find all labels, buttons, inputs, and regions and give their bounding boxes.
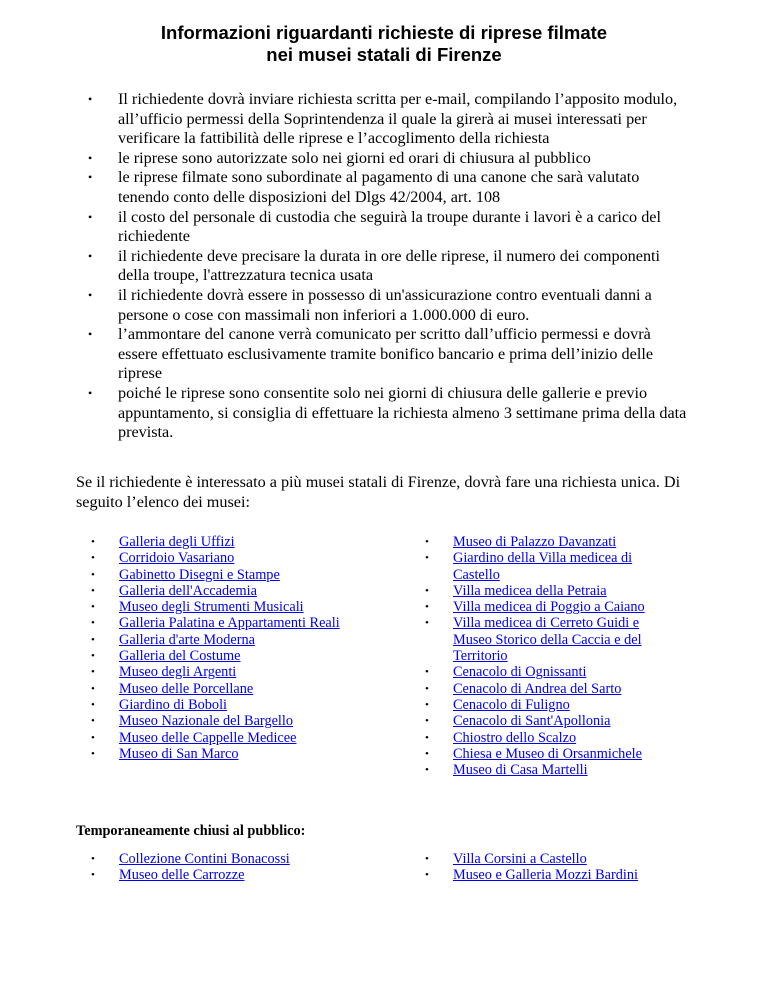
list-item (76, 867, 406, 883)
rule-text: le riprese filmate sono subordinate al pagamento di una canone che sarà valutato tenendo conto delle disposizioni del Dlgs 42/2004, art. 108 (118, 168, 640, 206)
closed-list-left (76, 851, 406, 884)
rule-text: il costo del personale di custodia che seguirà la troupe durante i lavori è a carico del richiedente (118, 207, 661, 246)
rule-item (0, 247, 688, 286)
bullet-icon: • (425, 666, 429, 679)
museum-link[interactable]: Museo delle Carrozze (119, 867, 245, 884)
bullet-icon: • (91, 731, 95, 744)
closed-heading: Temporaneamente chiusi al pubblico: (76, 823, 306, 839)
museum-link[interactable]: Museo degli Argenti (119, 664, 237, 681)
museum-link[interactable]: Museo di San Marco (119, 745, 239, 762)
rule-item (0, 325, 688, 384)
list-item (410, 713, 678, 729)
bullet-icon: • (91, 601, 95, 614)
bullet-icon: • (425, 715, 429, 728)
closed-list-right (410, 851, 710, 884)
list-item (410, 762, 678, 778)
museum-link[interactable]: Gabinetto Disegni e Stampe (119, 566, 280, 583)
page-title (0, 22, 768, 66)
bullet-icon: • (91, 715, 95, 728)
list-item (76, 746, 406, 762)
bullet-icon: • (91, 536, 95, 548)
rule-text: l’ammontare del canone verrà comunicato per scritto dall’ufficio permessi e dovrà essere effettuato esclusivamente tramite bonifico bancario e prima dell’inizio delle riprese (118, 325, 654, 383)
museum-link[interactable]: Collezione Contini Bonacossi (119, 851, 290, 867)
museum-list-right (410, 534, 680, 778)
bullet-icon: • (425, 536, 429, 548)
list-item (76, 567, 406, 583)
list-item (410, 615, 678, 664)
museum-link[interactable]: Galleria degli Uffizi (119, 534, 235, 550)
page-title-line-2: nei musei statali di Firenze (266, 44, 502, 65)
museum-link[interactable]: Cenacolo di Sant'Apollonia (453, 713, 611, 730)
list-item (76, 534, 406, 550)
list-item (410, 534, 678, 550)
list-item (410, 867, 710, 883)
bullet-icon: • (91, 568, 95, 581)
museum-link[interactable]: Galleria d'arte Moderna (119, 631, 255, 648)
bullet-icon: • (88, 209, 93, 224)
list-item (410, 664, 678, 680)
museum-link[interactable]: Corridoio Vasariano (119, 550, 235, 567)
bullet-icon: • (425, 853, 429, 865)
list-item (410, 851, 710, 867)
rule-item (0, 90, 688, 149)
list-item (76, 632, 406, 648)
page-title-line-1: Informazioni riguardanti richieste di riprese filmate (160, 22, 608, 43)
museum-link[interactable]: Museo Nazionale del Bargello (119, 713, 294, 730)
bullet-icon: • (425, 617, 429, 630)
rule-text: Il richiedente dovrà inviare richiesta scritta per e-mail, compilando l’apposito modulo, all’ufficio permessi della Soprintendenza il quale la girerà ai musei interessati per verificare la fattibilità delle riprese e l’accoglimento della richiesta (118, 90, 678, 148)
intro-paragraph: Se il richiedente è interessato a più musei statali di Firenze, dovrà fare una richiesta unica. Di seguito l’elenco dei musei: (76, 473, 681, 511)
list-item (410, 583, 678, 599)
list-item (410, 746, 678, 762)
bullet-icon: • (88, 248, 93, 263)
bullet-icon: • (425, 552, 429, 565)
bullet-icon: • (88, 287, 93, 302)
bullet-icon: • (425, 869, 429, 882)
rule-text: il richiedente deve precisare la durata in ore delle riprese, il numero dei componenti della troupe, l'attrezzatura tecnica usata (118, 246, 661, 285)
bullet-icon: • (88, 150, 93, 165)
museum-link[interactable]: Museo di Casa Martelli (453, 762, 588, 779)
museum-link[interactable]: Cenacolo di Andrea del Sarto (453, 680, 622, 697)
bullet-icon: • (91, 552, 95, 565)
museum-link[interactable]: Villa medicea della Petraia (453, 582, 607, 599)
rule-item (0, 286, 688, 325)
list-item (76, 648, 406, 664)
rule-text: il richiedente dovrà essere in possesso di un'assicurazione contro eventuali danni a persone o cose con massimali non inferiori a 1.000.000 di euro. (118, 285, 652, 324)
list-item (410, 681, 678, 697)
bullet-icon: • (91, 617, 95, 630)
rule-item (0, 149, 688, 169)
museum-link[interactable]: Giardino della Villa medicea di Castello (453, 550, 633, 583)
museum-link[interactable]: Galleria del Costume (119, 648, 241, 665)
list-item (410, 599, 678, 615)
list-item (76, 713, 406, 729)
bullet-icon: • (425, 682, 429, 695)
rule-item (0, 168, 688, 207)
list-item (76, 681, 406, 697)
museum-link[interactable]: Museo e Galleria Mozzi Bardini (453, 867, 639, 884)
rule-item (0, 208, 688, 247)
list-item (76, 550, 406, 566)
bullet-icon: • (91, 633, 95, 646)
list-item (76, 615, 406, 631)
museum-link[interactable]: Cenacolo di Fuligno (453, 696, 570, 713)
museum-link[interactable]: Villa medicea di Cerreto Guidi e Museo Storico della Caccia e del Territorio (453, 615, 642, 665)
bullet-icon: • (91, 747, 95, 760)
rules-list (0, 90, 700, 443)
bullet-icon: • (425, 584, 429, 597)
museum-link[interactable]: Chiesa e Museo di Orsanmichele (453, 745, 642, 762)
museum-link[interactable]: Museo delle Porcellane (119, 680, 254, 697)
museum-link[interactable]: Villa Corsini a Castello (453, 851, 587, 867)
bullet-icon: • (88, 170, 93, 185)
list-item (76, 599, 406, 615)
museum-link[interactable]: Museo delle Cappelle Medicee (119, 729, 297, 746)
list-item (410, 550, 678, 583)
list-item (76, 583, 406, 599)
rule-text: poiché le riprese sono consentite solo nei giorni di chiusura delle gallerie e previo appuntamento, si consiglia di effettuare la richiesta almeno 3 settimane prima della data prevista. (118, 383, 687, 442)
bullet-icon: • (425, 731, 429, 744)
list-item (76, 730, 406, 746)
bullet-icon: • (91, 650, 95, 663)
museum-link[interactable]: Chiostro dello Scalzo (453, 729, 577, 746)
museum-link[interactable]: Giardino di Boboli (119, 696, 228, 713)
list-item (76, 851, 406, 867)
museum-link[interactable]: Cenacolo di Ognissanti (453, 664, 587, 681)
bullet-icon: • (425, 747, 429, 760)
rule-text: le riprese sono autorizzate solo nei giorni ed orari di chiusura al pubblico (118, 148, 591, 167)
bullet-icon: • (91, 698, 95, 711)
bullet-icon: • (88, 92, 93, 106)
bullet-icon: • (91, 584, 95, 597)
museum-link[interactable]: Museo degli Strumenti Musicali (119, 599, 304, 616)
bullet-icon: • (425, 698, 429, 711)
list-item (410, 730, 678, 746)
bullet-icon: • (88, 385, 93, 400)
list-item (410, 697, 678, 713)
list-item (76, 664, 406, 680)
bullet-icon: • (425, 764, 429, 777)
bullet-icon: • (91, 853, 95, 865)
bullet-icon: • (91, 682, 95, 695)
museum-link[interactable]: Villa medicea di Poggio a Caiano (453, 599, 645, 616)
bullet-icon: • (91, 666, 95, 679)
rule-item (0, 384, 688, 443)
bullet-icon: • (425, 601, 429, 614)
bullet-icon: • (91, 869, 95, 882)
museum-link[interactable]: Museo di Palazzo Davanzati (453, 534, 617, 550)
museum-list-left (76, 534, 406, 762)
museum-link[interactable]: Galleria Palatina e Appartamenti Reali (119, 615, 340, 632)
museum-link[interactable]: Galleria dell'Accademia (119, 582, 257, 599)
bullet-icon: • (88, 327, 93, 342)
list-item (76, 697, 406, 713)
